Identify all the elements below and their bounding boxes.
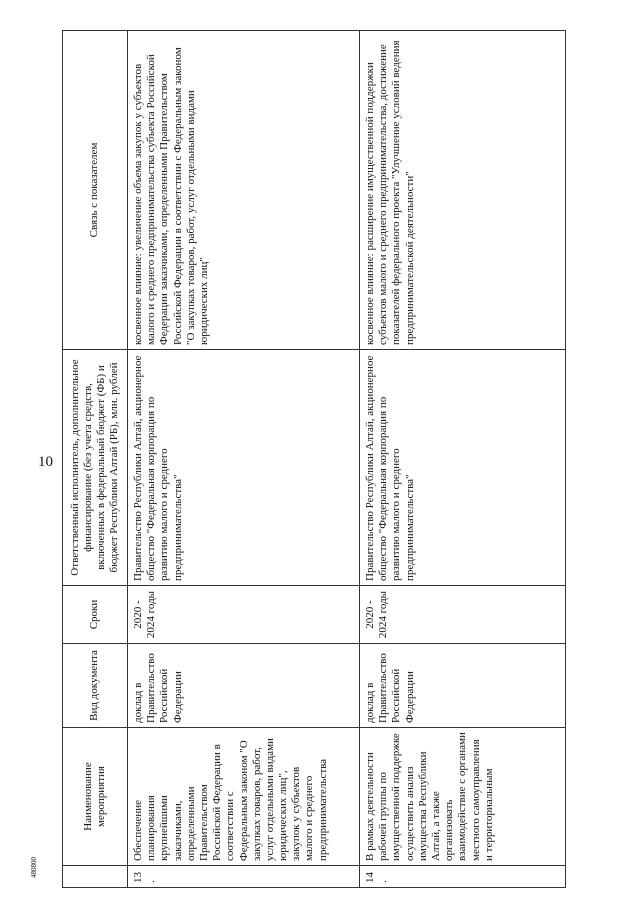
page-number: 10 [38, 454, 53, 470]
document-id: 480800 [30, 857, 38, 878]
header-document-type: Вид документа [63, 644, 128, 728]
row-number: 14. [360, 866, 566, 888]
table-row [360, 31, 566, 888]
row-document-type: доклад в Правительство Российской Федерации [360, 644, 566, 728]
row-term: 2020 - 2024 годы [360, 586, 566, 644]
row-name: Обеспечение планирования крупнейшими заказчиками, определенными Правительством Российской Федерации в соответствии с Федеральным законом "О закупках товаров, работ, услуг отдельными видами юридических лиц", закупок у субъектов малого и среднего предпринимательства [128, 728, 360, 866]
header-name: Наименование мероприятия [63, 728, 128, 866]
row-document-type: доклад в Правительство Российской Федерации [128, 644, 360, 728]
row-number: 13. [128, 866, 360, 888]
header-link: Связь с показателем [63, 31, 128, 350]
header-num [63, 866, 128, 888]
row-name: В рамках деятельности рабочей группы по имущественной поддержке осуществить анализ имущества Республики Алтай, а также организовать взаимодействие с органами местного самоуправления и территориальным [360, 728, 566, 866]
rotated-table-container [62, 30, 566, 888]
table-header-row [63, 31, 128, 888]
table-row [128, 31, 360, 888]
header-executor: Ответственный исполнитель, дополнительное финансирование (без учета средств, включенных в федеральный бюджет (ФБ) и бюджет Республики Алтай (РБ), млн. рублей [63, 350, 128, 586]
row-executor: Правительство Республики Алтай, акционерное общество "Федеральная корпорация по развитию малого и среднего предпринимательства" [128, 350, 360, 586]
row-link: косвенное влияние: увеличение объема закупок у субъектов малого и среднего предпринимательства субъекта Российской Федерации заказчиками, определенными Правительством Российской Федерации в соответствии с Федеральным законом "О закупках товаров, работ, услуг отдельными видами юридических лиц" [128, 31, 360, 350]
row-executor: Правительство Республики Алтай, акционерное общество "Федеральная корпорация по развитию малого и среднего предпринимательства" [360, 350, 566, 586]
measures-table [62, 30, 566, 888]
row-link: косвенное влияние: расширение имущественной поддержки субъектов малого и среднего предпринимательства, достижение показателей федерального проекта "Улучшение условий ведения предпринимательской деятельности" [360, 31, 566, 350]
header-term: Сроки [63, 586, 128, 644]
row-term: 2020 - 2024 годы [128, 586, 360, 644]
